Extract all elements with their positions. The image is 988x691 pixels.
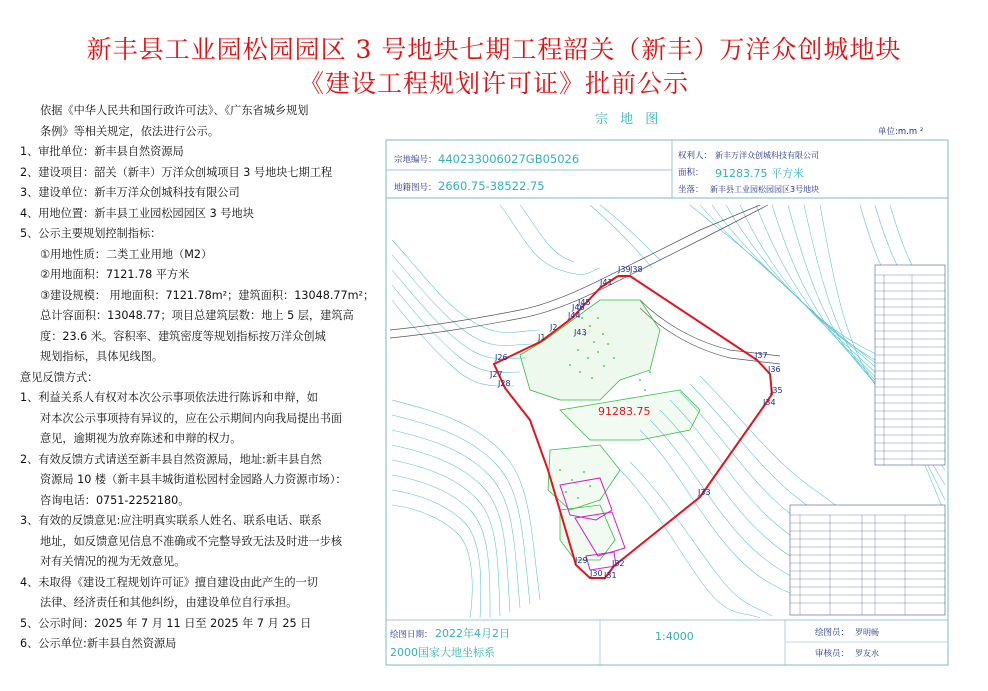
sheet-no: 2660.75-38522.75: [438, 179, 545, 193]
body-line: ③建设规模： 用地面积：7121.78m²；建筑面积：13048.77m²；: [40, 288, 375, 302]
body-line: ②用地面积：7121.78 平方米: [40, 268, 190, 281]
location-label: 坐落：: [678, 185, 704, 195]
parcel-map: [382, 105, 962, 675]
area-value: 91283.75 平方米: [715, 167, 804, 180]
body-line: 5、公示主要规划控制指标：: [20, 227, 162, 240]
body-line: 意见，逾期视为放弃陈述和申辩的权力。: [40, 432, 242, 445]
point-label-j1: J1: [538, 333, 546, 342]
point-label-j31: J31: [604, 571, 617, 580]
parcel-code-label: 宗地编号：: [394, 155, 437, 165]
body-line: 2、有效反馈方式请送至新丰县自然资源局，地址:新丰县自然: [20, 452, 322, 466]
point-label-j28: J28: [498, 379, 511, 388]
point-label-j41: J41: [600, 278, 613, 287]
body-line: 资源局 10 楼（新丰县丰城街道松园村金园路人力资源市场）：: [40, 473, 347, 486]
body-line: 1、利益关系人有权对本次公示事项依法进行陈诉和申辩，如: [20, 391, 318, 404]
map-unit: 单位:m.m ²: [878, 127, 924, 137]
point-label-j32: J32: [612, 559, 625, 568]
owner-value: 新丰万洋众创城科技有限公司: [715, 151, 819, 160]
point-label-j2: J2: [550, 323, 558, 332]
area-label: 面积：: [678, 168, 704, 178]
body-line: 度：23.6 米。容积率、建筑密度等规划指标按万洋众创城: [40, 329, 326, 343]
point-label-j38: J38: [630, 265, 643, 274]
point-label-j37: J37: [755, 351, 768, 360]
body-line: 3、建设单位：新丰万洋众创城科技有限公司: [20, 186, 240, 199]
draw-date: 2022年4月2日: [435, 627, 510, 640]
body-line: 意见反馈方式：: [20, 370, 99, 384]
body-line: 规划指标，具体见线图。: [40, 350, 164, 363]
body-line: 法律、经济责任和其他纠纷，由建设单位自行承担。: [40, 596, 298, 609]
center-area-label: 91283.75: [598, 405, 651, 418]
reviewer-label: 审核员：: [815, 649, 850, 659]
point-label-j34: J34: [763, 398, 776, 407]
point-label-j43: J43: [574, 328, 587, 337]
location-value: 新丰县工业园松园园区3号地块: [710, 185, 820, 194]
owner-label: 权利人：: [678, 151, 713, 161]
body-line: 4、用地位置：新丰县工业园松园园区 3 号地块: [20, 206, 254, 220]
point-label-j44: J44: [568, 311, 581, 320]
body-line: 对有关情况的视为无效意见。: [40, 555, 186, 568]
body-line: 2、建设项目：韶关（新丰）万洋众创城项目 3 号地块七期工程: [20, 165, 333, 179]
body-line: 咨询电话：0751-2252180。: [40, 493, 190, 507]
reviewer-name: 罗友水: [855, 649, 879, 658]
notice-title-line1: 新丰县工业园松园园区 3 号地块七期工程韶关（新丰）万洋众创城地块: [86, 35, 902, 64]
body-line: 对本次公示事项持有异议的，应在公示期间内向我局提出书面: [40, 411, 343, 425]
point-label-j29: J29: [575, 556, 588, 565]
map-scale: 1:4000: [655, 630, 694, 643]
point-label-j36: J36: [768, 365, 781, 374]
drawer-label: 绘图员：: [815, 628, 850, 638]
body-line: 总计容面积：13048.77；项目总建筑层数：地上 5 层，建筑高: [40, 309, 354, 322]
point-label-j33: J33: [698, 488, 711, 497]
body-line: 3、有效的反馈意见:应注明真实联系人姓名、联系电话、联系: [20, 514, 322, 527]
sheet-label: 地籍图号：: [394, 183, 437, 193]
point-label-j46: J46: [572, 303, 585, 312]
draw-date-label: 绘图日期：: [390, 630, 433, 640]
body-line: 5、公示时间：2025 年 7 月 11 日至 2025 年 7 月 25 日: [20, 616, 312, 630]
point-label-j45: J45: [578, 298, 591, 307]
body-line: 1、审批单位：新丰县自然资源局: [20, 145, 184, 158]
map-heading: 宗 地 图: [595, 112, 663, 127]
body-line: ①用地性质：二类工业用地（M2）: [40, 247, 213, 261]
notice-title-line2: 《建设工程规划许可证》批前公示: [298, 69, 689, 98]
point-label-j27: J27: [490, 370, 503, 379]
parcel-code: 440233006027GB05026: [438, 152, 580, 166]
point-label-j26: J26: [495, 353, 508, 362]
coordinate-system: 2000国家大地坐标系: [390, 646, 495, 659]
body-line: 地址，如反馈意见信息不准确或不完整导致无法及时进一步核: [40, 534, 343, 548]
point-label-j35: J35: [770, 386, 783, 395]
drawer-name: 罗明畅: [855, 628, 879, 637]
body-line: 4、未取得《建设工程规划许可证》擅自建设由此产生的一切: [20, 575, 318, 589]
body-line: 依据《中华人民共和国行政许可法》、《广东省城乡规划: [40, 104, 309, 117]
point-label-j30: J30: [590, 569, 603, 578]
notice-body: [20, 101, 375, 655]
body-line: 6、公示单位:新丰县自然资源局: [20, 637, 177, 650]
point-label-j39: J39: [618, 265, 631, 274]
body-line: 条例》等相关规定，依法进行公示。: [40, 124, 220, 138]
